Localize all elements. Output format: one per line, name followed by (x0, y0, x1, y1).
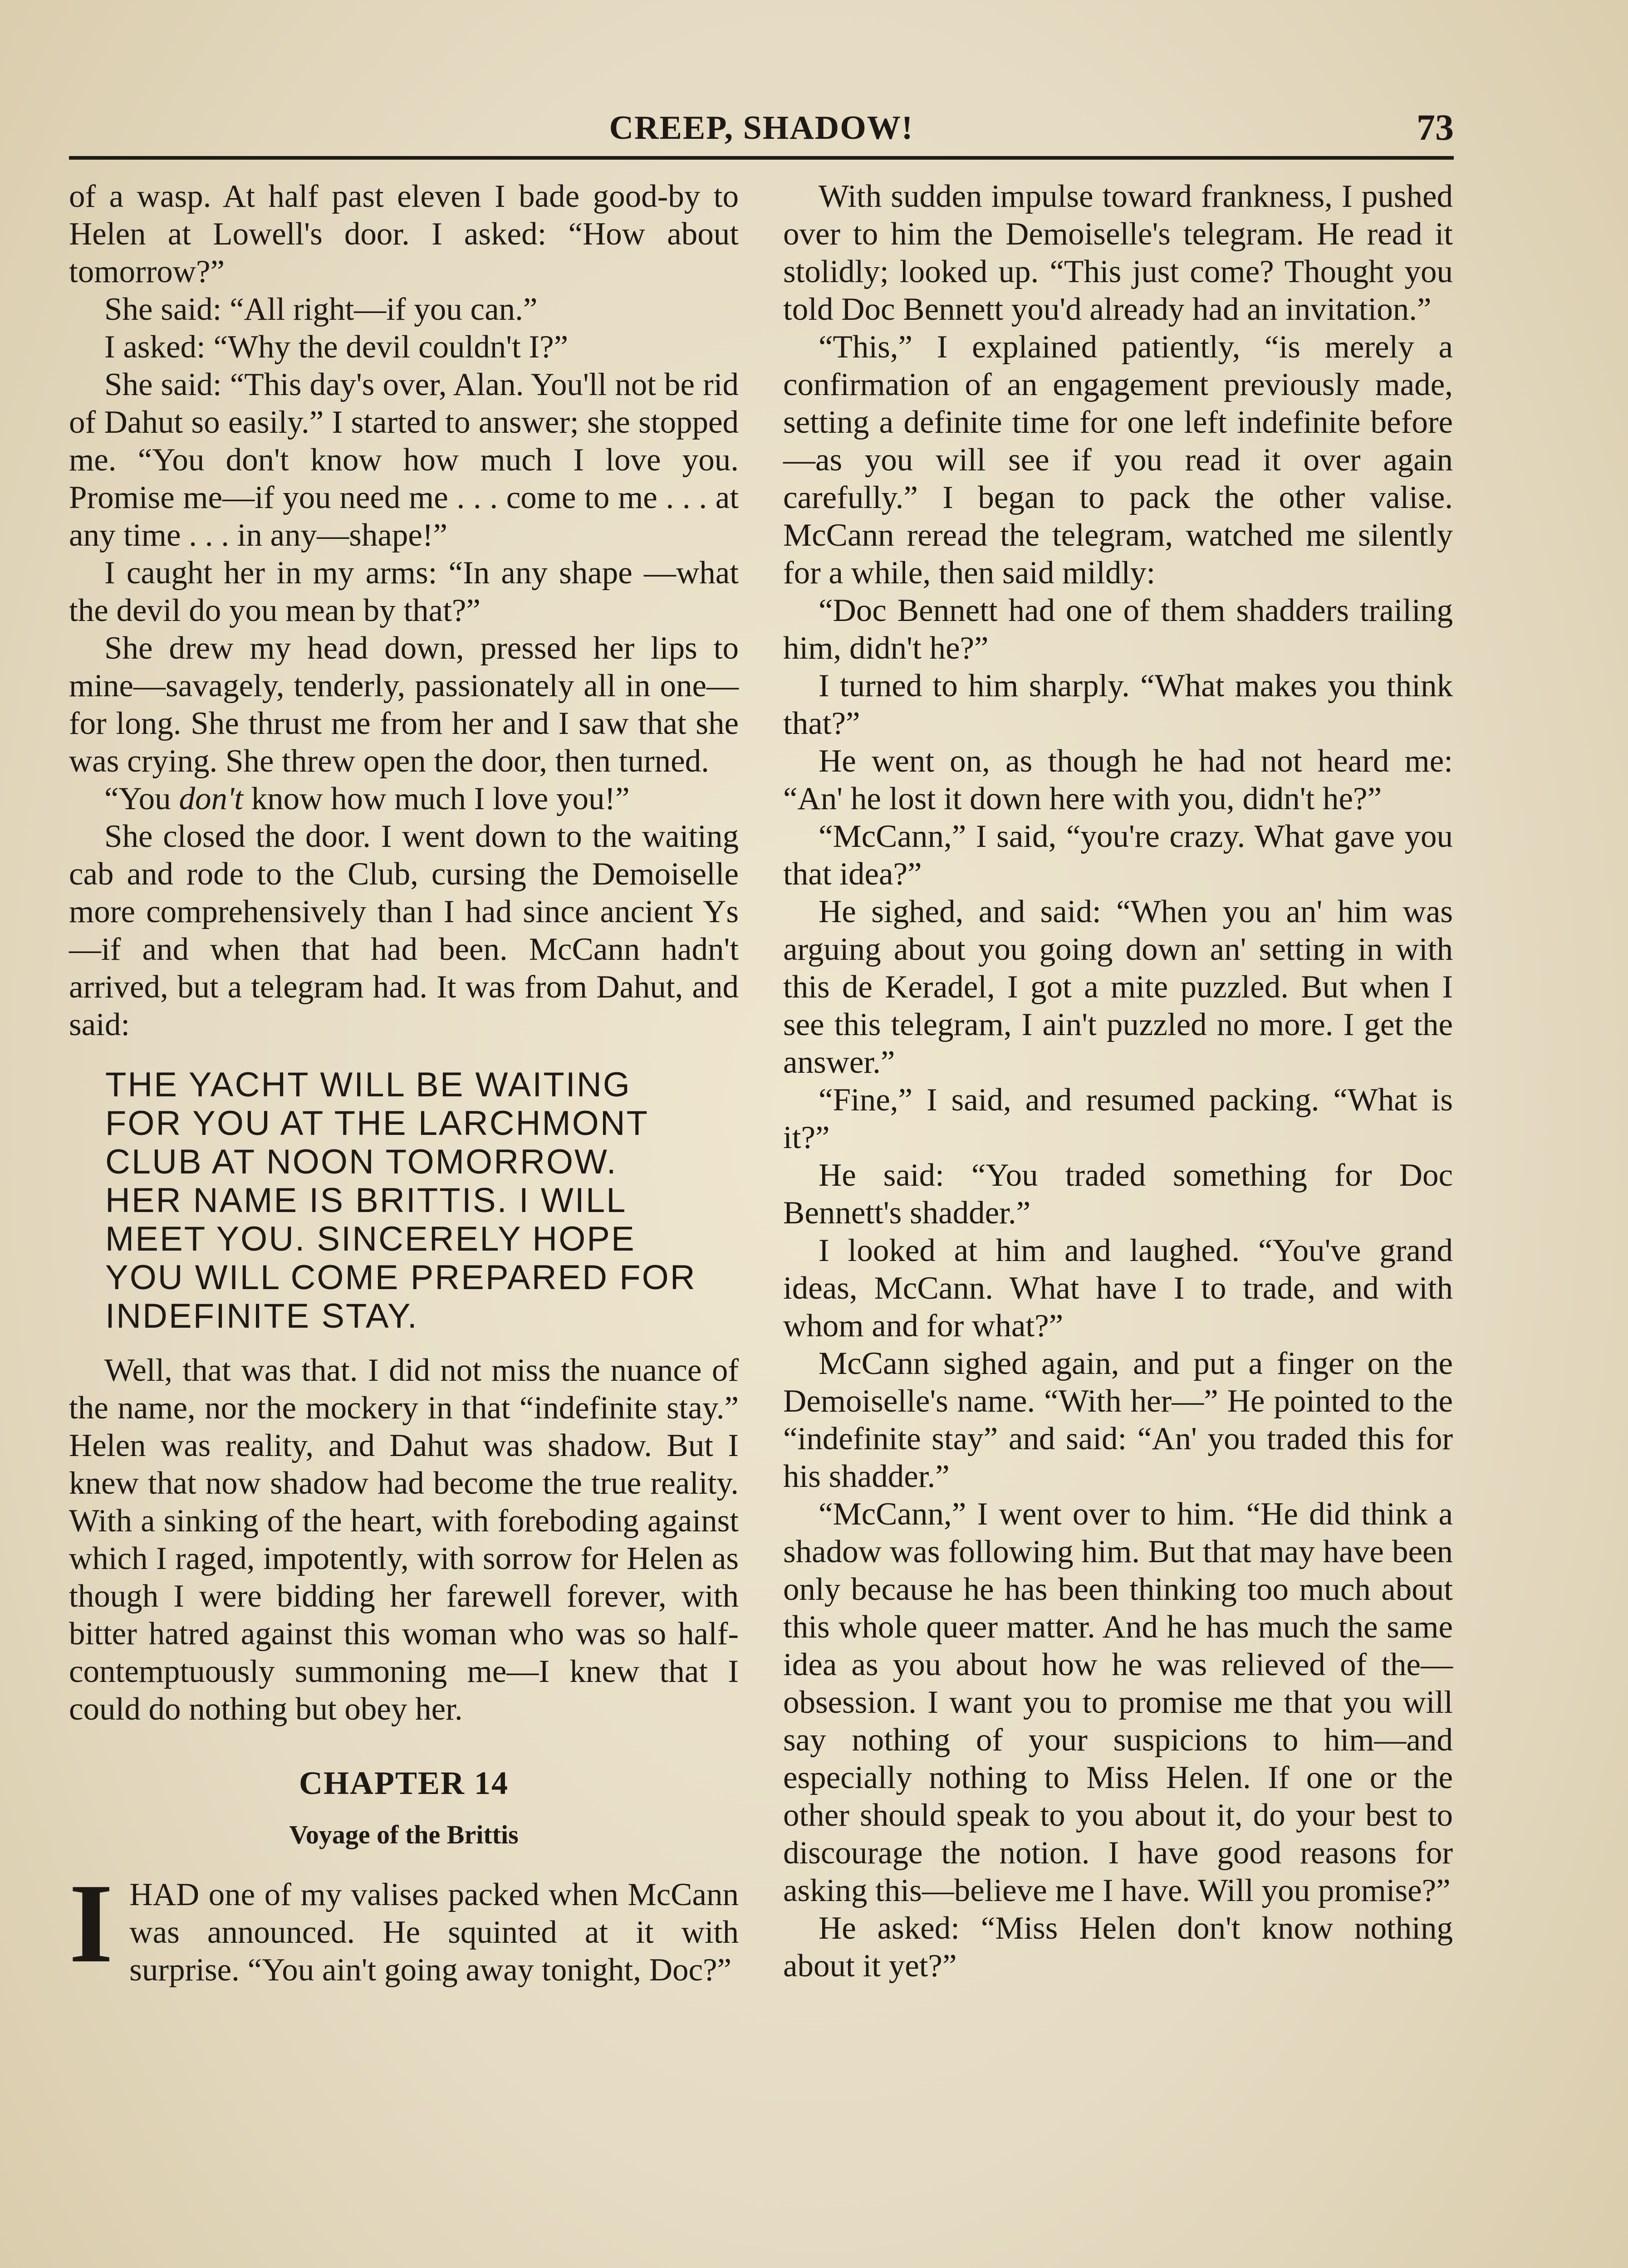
paragraph: She drew my head down, pressed her lips to mine—savagely, tenderly, passionately all in one—for long. She thrust me from her and I saw that she was crying. She threw open the door, then turned. (69, 631, 739, 779)
paragraph: He said: “You traded something for Doc Bennett's shadder.” (783, 1158, 1453, 1231)
paragraph: of a wasp. At half past eleven I bade good-by to Helen at Lowell's door. I asked: “How about tomorrow?” (69, 179, 739, 289)
paragraph: “Fine,” I said, and resumed packing. “What is it?” (783, 1082, 1453, 1155)
drop-cap: I (69, 1861, 113, 1986)
paragraph-text: know how much I love you!” (243, 781, 630, 816)
paragraph: McCann sighed again, and put a finger on the Demoiselle's name. “With her—” He pointed to the “indefinite stay” and said: “An' you traded this for his shadder.” (783, 1346, 1453, 1494)
paragraph: She said: “This day's over, Alan. You'll not be rid of Dahut so easily.” I started to answer; she stopped me. “You don't know how much I love you. Promise me—if you need me . . . come to me . . . at any time . . . in any—shape!” (69, 367, 739, 553)
paragraph: “This,” I explained patiently, “is merely a confirmation of an engagement previously made, setting a definite time for one left indefinite before—as you will see if you read it over again carefully.” I began to pack the other valise. McCann reread the telegram, watched me silently for a while, then said mildly: (783, 329, 1453, 591)
chapter-heading: CHAPTER 14 (299, 1765, 509, 1801)
paragraph: She said: “All right—if you can.” (104, 292, 538, 327)
paragraph: “McCann,” I went over to him. “He did think a shadow was following him. But that may have been only because he has been thinking too much about this whole queer matter. And he has much the same idea as you about how he was relieved of the—obsession. I want you to promise me that you will say nothing of your suspicions to him—and especially nothing to Miss Helen. If one or the other should speak to you about it, do your best to discourage the notion. I have good reasons for asking this—believe me I have. Will you promise?” (783, 1496, 1453, 1908)
header-rule (69, 156, 1454, 160)
paragraph-text: “You (104, 781, 179, 816)
paragraph: She closed the door. I went down to the waiting cab and rode to the Club, cursing the Demoiselle more comprehensively than I had since ancient Ys—if and when that had been. McCann hadn't arrived, but a telegram had. It was from Dahut, and said: (69, 819, 739, 1042)
paragraph: “McCann,” I said, “you're crazy. What gave you that idea?” (783, 819, 1453, 892)
paragraph: He went on, as though he had not heard me: “An' he lost it down here with you, didn't he?” (783, 743, 1453, 816)
paragraph: I caught her in my arms: “In any shape —what the devil do you mean by that?” (69, 555, 739, 628)
chapter-subtitle: Voyage of the Brittis (289, 1820, 519, 1849)
paragraph: “Doc Bennett had one of them shadders trailing him, didn't he?” (783, 593, 1453, 666)
running-header (69, 109, 1454, 154)
paragraph: He sighed, and said: “When you an' him was arguing about you going down an' setting in with this de Keradel, I got a mite puzzled. But when I see this telegram, I ain't puzzled no more. I get the answer.” (783, 894, 1453, 1080)
paragraph: I asked: “Why the devil couldn't I?” (104, 329, 569, 365)
paragraph: Well, that was that. I did not miss the nuance of the name, nor the mockery in that “indefinite stay.” Helen was reality, and Dahut was shadow. But I knew that now shadow had become the true reality. With a sinking of the heart, with foreboding against which I raged, impotently, with sorrow for Helen as though I were bidding her farewell forever, with bitter hatred against this woman who was so half-contemptuously summoning me—I knew that I could do nothing but obey her. (69, 1353, 739, 1727)
paragraph: I looked at him and laughed. “You've grand ideas, McCann. What have I to trade, and with whom and for what?” (783, 1233, 1453, 1344)
paragraph: He asked: “Miss Helen don't know nothing about it yet?” (783, 1911, 1453, 1984)
paragraph: With sudden impulse toward frankness, I pushed over to him the Demoiselle's telegram. He read it stolidly; looked up. “This just come? Thought you told Doc Bennett you'd already had an invitation.” (783, 179, 1453, 327)
telegram-text: THE YACHT WILL BE WAITING FOR YOU AT THE LARCHMONT CLUB AT NOON TOMORROW. HER NAME IS BRITTIS. I WILL MEET YOU. SINCERELY HOPE YOU WILL COME PREPARED FOR INDEFINITE STAY. (105, 1066, 696, 1335)
right-column (783, 178, 1453, 1985)
paragraph: I turned to him sharply. “What makes you think that?” (783, 668, 1453, 741)
running-title: CREEP, SHADOW! (609, 109, 914, 147)
paragraph (69, 780, 739, 818)
left-column (69, 178, 739, 1989)
paragraph-text: HAD one of my valises packed when McCann was announced. He squinted at it with surprise. “You ain't going away tonight, Doc?” (129, 1877, 739, 1988)
chapter-opening-paragraph (69, 1861, 739, 1989)
page-number: 73 (1417, 107, 1454, 148)
emphasized-word: don't (179, 781, 243, 816)
